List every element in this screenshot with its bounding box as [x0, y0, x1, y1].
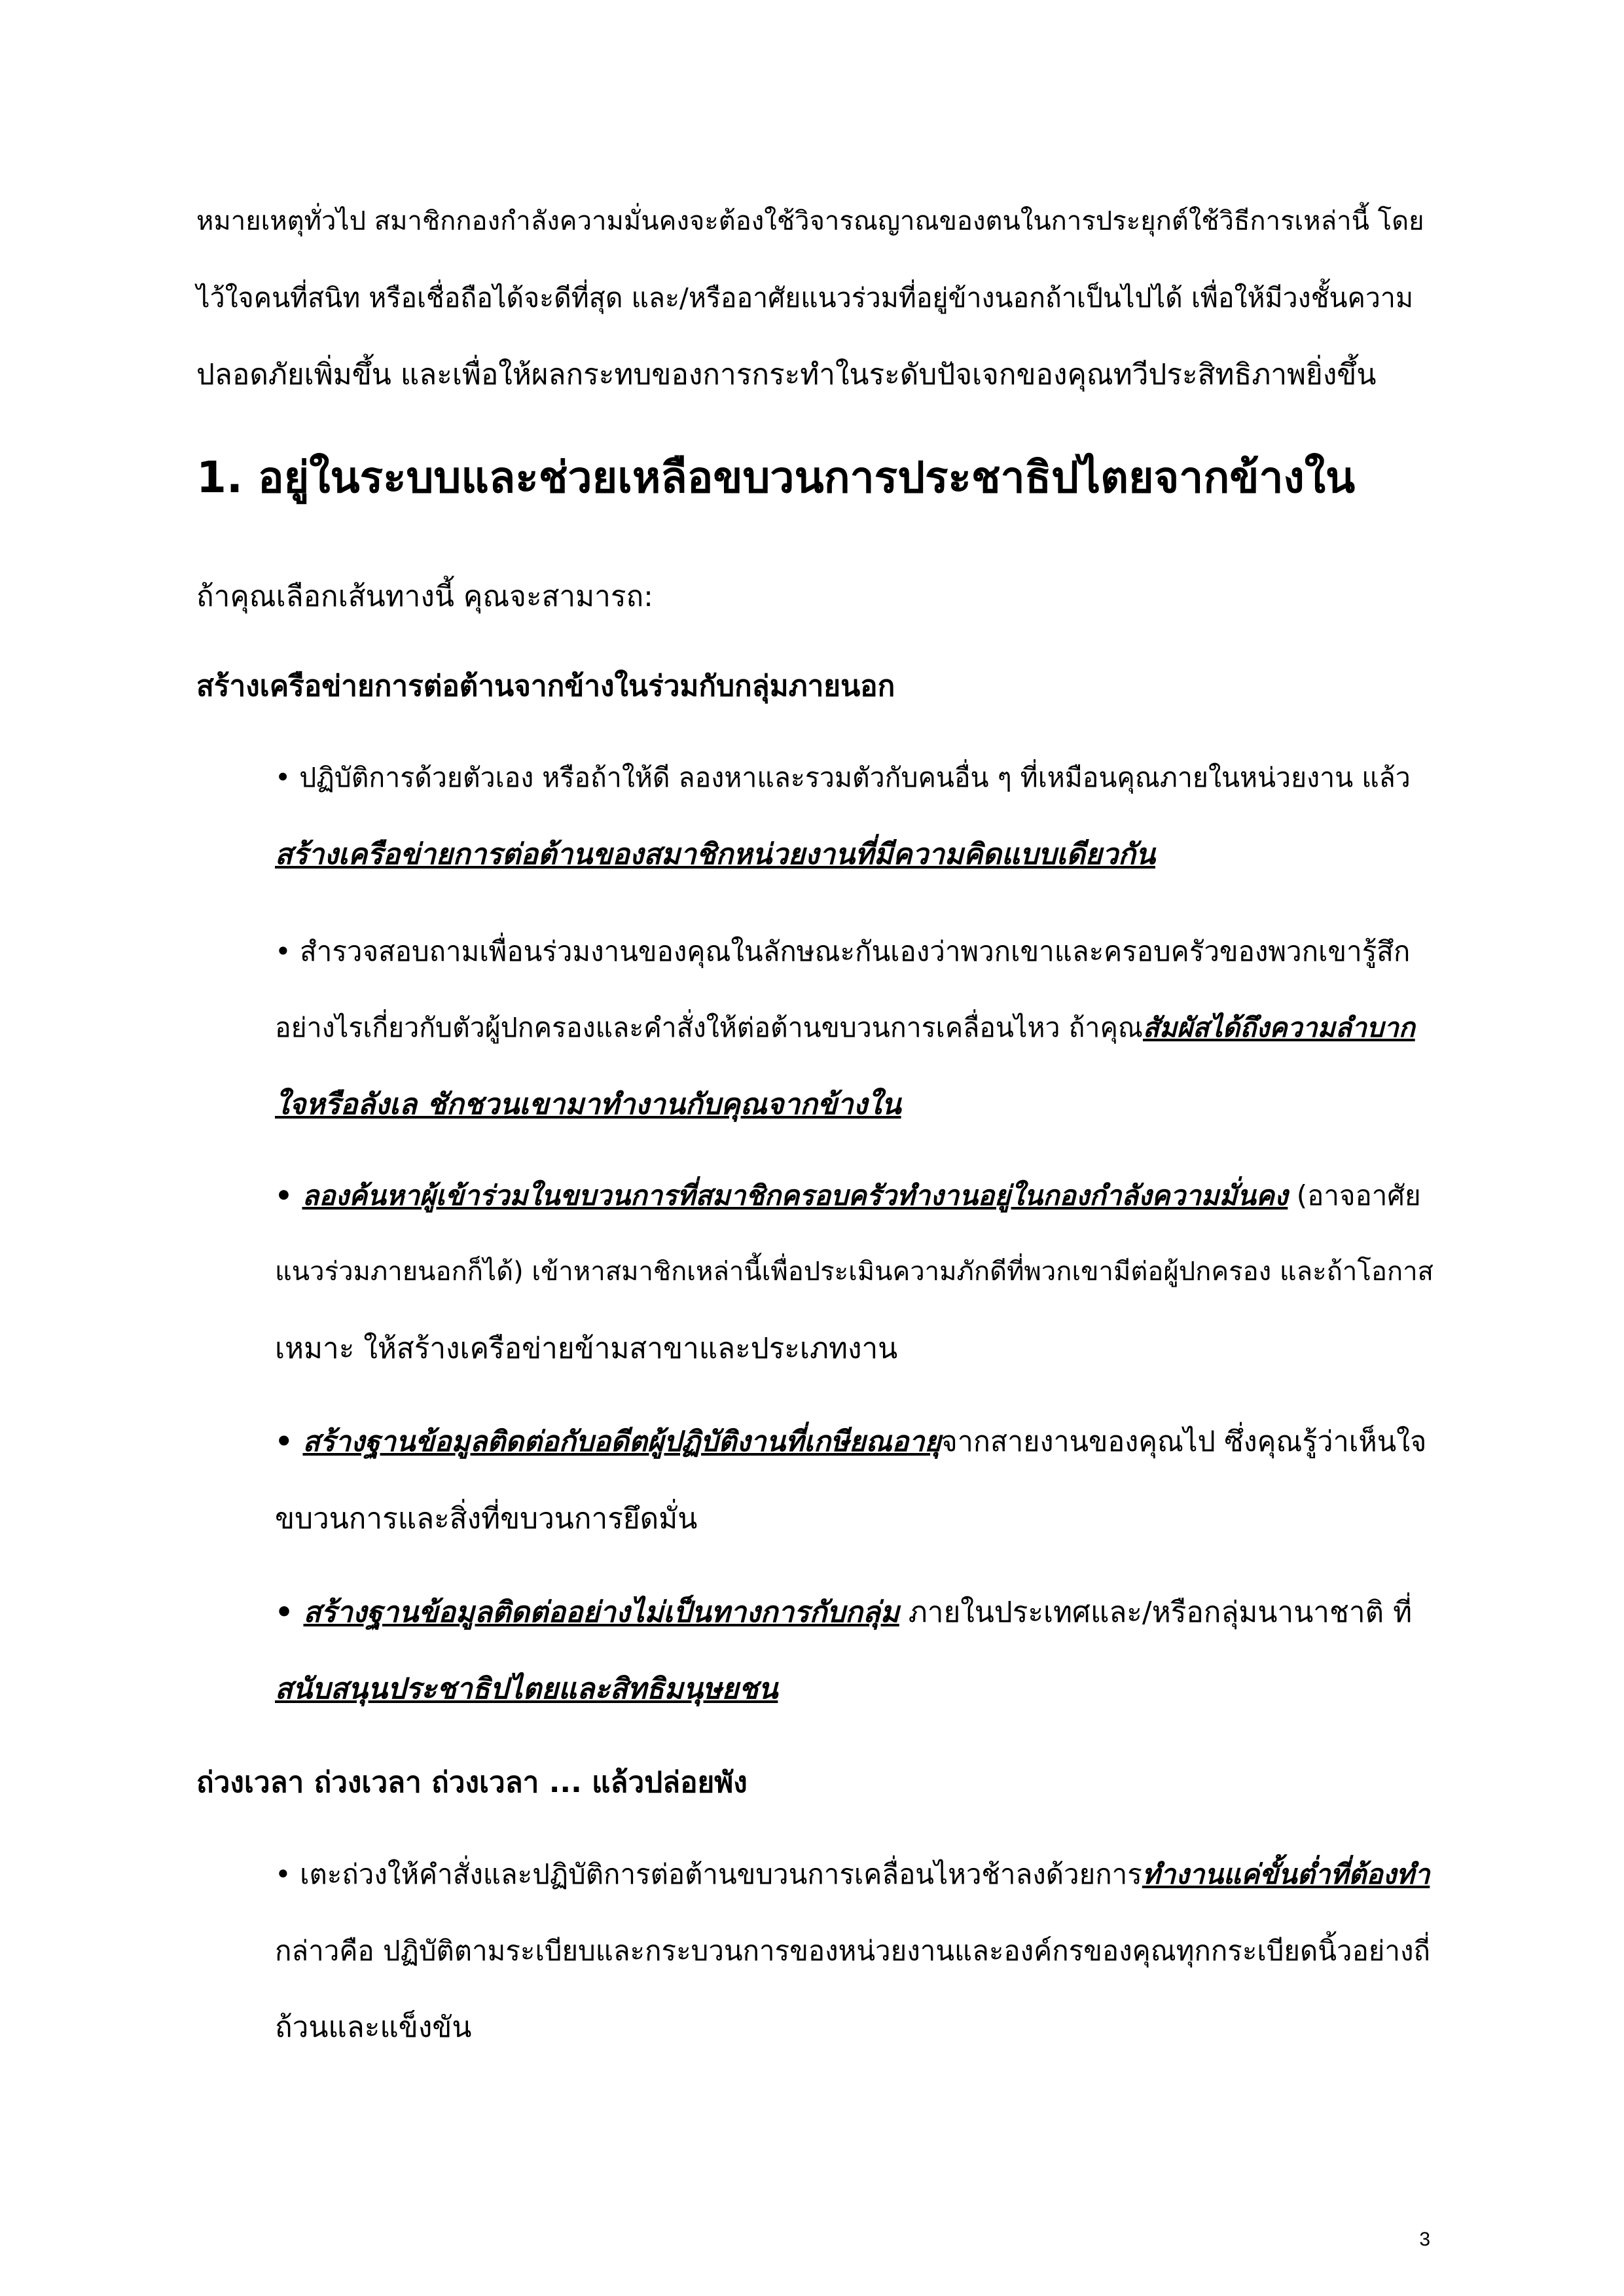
- group2-bullet-1-line-3: ถ้วนและแข็งขัน: [275, 2011, 472, 2044]
- bullet-2-line-3-emphasis: ใจหรือลังเล ชักชวนเขามาทำงานกับคุณจากข้างใน: [275, 1088, 901, 1121]
- bullet-3-line-1: [275, 1157, 1434, 1234]
- section-heading: 1. อยู่ในระบบและช่วยเหลือขบวนการประชาธิปไตยจากข้างใน: [196, 452, 1356, 503]
- bullet-2-line-2-emphasis: สัมผัสได้ถึงความลำบาก: [1142, 1012, 1415, 1043]
- bullet-5-emphasis: สร้างฐานข้อมูลติดต่ออย่างไม่เป็นทางการกับกลุ่ม: [303, 1596, 899, 1629]
- group2-bullet-1: [275, 1836, 1434, 2066]
- page-number: 3: [1419, 2229, 1430, 2250]
- section-lead: ถ้าคุณเลือกเส้นทางนี้ คุณจะสามารถ:: [196, 580, 653, 613]
- group1-bullet-2: [275, 913, 1434, 1143]
- group1-bullet-1: [275, 740, 1434, 893]
- intro-line-1: หมายเหตุทั่วไป สมาชิกกองกำลังความมั่นคงจะต้องใช้วิจารณญาณของตนในการประยุกต์ใช้วิธีการเหล่านี้ โดย: [196, 206, 1424, 236]
- group2-title-block: [196, 1744, 1434, 1821]
- group1-bullet-3: [275, 1157, 1434, 1387]
- section-lead-block: [196, 558, 1434, 635]
- bullet-3-line-1-text: (อาจอาศัย: [1288, 1179, 1421, 1211]
- bullet-3-line-2: แนวร่วมภายนอกก็ได้) เข้าหาสมาชิกเหล่านี้เพื่อประเมินความภักดีที่พวกเขามีต่อผู้ปกครอง และถ้าโอกาส: [275, 1257, 1434, 1287]
- section-heading-block: [196, 439, 1434, 517]
- bullet-4-line-1-text: จากสายงานของคุณไป ซึ่งคุณรู้ว่าเห็นใจ: [941, 1426, 1427, 1458]
- group2-bullet-1-text: • เตะถ่วงให้คำสั่งและปฏิบัติการต่อต้านขบวนการเคลื่อนไหวช้าลงด้วยการ: [275, 1858, 1142, 1890]
- intro-line-2: ไว้ใจคนที่สนิท หรือเชื่อถือได้จะดีที่สุด และ/หรืออาศัยแนวร่วมที่อยู่ข้างนอกถ้าเป็นไปได้ เพื่อให้มีวงชั้นความ: [196, 282, 1413, 314]
- group2-title: ถ่วงเวลา ถ่วงเวลา ถ่วงเวลา ... แล้วปล่อยพัง: [196, 1766, 748, 1799]
- bullet-4-line-2: ขบวนการและสิ่งที่ขบวนการยึดมั่น: [275, 1502, 698, 1535]
- bullet-4-dot: •: [275, 1426, 303, 1458]
- group1-title: สร้างเครือข่ายการต่อต้านจากข้างในร่วมกับกลุ่มภายนอก: [196, 670, 895, 703]
- bullet-3-line-3: เหมาะ ให้สร้างเครือข่ายข้ามสาขาและประเภทงาน: [275, 1332, 898, 1365]
- bullet-3-emphasis: ลองค้นหาผู้เข้าร่วมในขบวนการที่สมาชิกครอบครัวทำงานอยู่ในกองกำลังความมั่นคง: [302, 1179, 1288, 1211]
- bullet-5-line-1: [275, 1574, 1434, 1651]
- bullet-4-emphasis: สร้างฐานข้อมูลติดต่อกับอดีตผู้ปฏิบัติงานที่เกษียณอายุ: [302, 1426, 941, 1458]
- bullet-2-line-2: [275, 990, 1434, 1066]
- group1-bullet-5: [275, 1574, 1434, 1727]
- bullet-2-line-1: • สำรวจสอบถามเพื่อนร่วมงานของคุณในลักษณะกันเองว่าพวกเขาและครอบครัวของพวกเขารู้สึก: [275, 935, 1411, 967]
- group1-bullet-4: [275, 1404, 1434, 1557]
- bullet-3-dot: •: [275, 1179, 302, 1211]
- intro-line-3: ปลอดภัยเพิ่มขึ้น และเพื่อให้ผลกระทบของการกระทำในระดับปัจเจกของคุณทวีประสิทธิภาพยิ่งขึ้น: [196, 358, 1377, 391]
- bullet-4-line-1: [275, 1404, 1434, 1480]
- bullet-2-line-2-text: อย่างไรเกี่ยวกับตัวผู้ปกครองและคำสั่งให้ต่อต้านขบวนการเคลื่อนไหว ถ้าคุณ: [275, 1012, 1143, 1043]
- bullet-5-line-1-text: ภายในประเทศและ/หรือกลุ่มนานาชาติ ที่: [899, 1596, 1413, 1629]
- group2-bullet-1-line-1: [275, 1836, 1434, 1912]
- bullet-1-line-1: • ปฏิบัติการด้วยตัวเอง หรือถ้าให้ดี ลองหาและรวมตัวกับคนอื่น ๆ ที่เหมือนคุณภายในหน่วยงาน แล้ว: [275, 762, 1411, 793]
- intro-paragraph: [196, 183, 1434, 413]
- group1-title-block: [196, 648, 1434, 725]
- bullet-5-dot: •: [275, 1596, 304, 1629]
- bullet-5-line-2-emphasis: สนับสนุนประชาธิปไตยและสิทธิมนุษยชน: [275, 1672, 778, 1706]
- group2-bullet-1-emphasis: ทำงานแค่ขั้นต่ำที่ต้องทำ: [1142, 1858, 1430, 1890]
- group2-bullet-1-line-2: กล่าวคือ ปฏิบัติตามระเบียบและกระบวนการของหน่วยงานและองค์กรของคุณทุกกระเบียดนิ้วอย่างถี่: [275, 1935, 1430, 1967]
- bullet-1-emphasis: สร้างเครือข่ายการต่อต้านของสมาชิกหน่วยงานที่มีความคิดแบบเดียวกัน: [275, 838, 1155, 871]
